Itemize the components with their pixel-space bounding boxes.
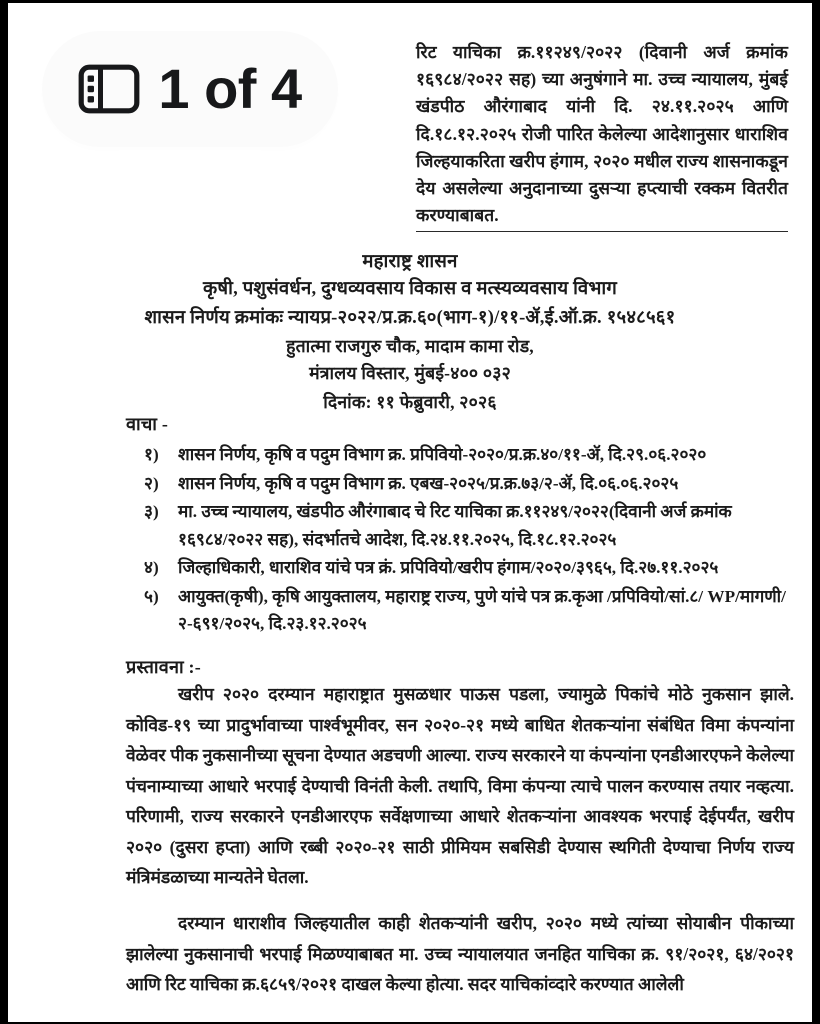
reference-item: [144, 470, 796, 498]
reference-text: मा. उच्च न्यायालय, खंडपीठ औरंगाबाद चे रिट याचिका क्र.११२४९/२०२२(दिवानी अर्ज क्रमांक १६९८४/२०२२ सह), संदर्भातचे आदेश, दि.२४.११.२०२५, दि.१८.१२.२०२५: [178, 502, 732, 549]
document-subject-text: रिट याचिका क्र.११२४९/२०२२ (दिवानी अर्ज क्रमांक १६९८४/२०२२ सह) च्या अनुषंगाने मा. उच्च न्यायालय, मुंबई खंडपीठ औरंगाबाद यांनी दि. २४.११.२०२५ आणि दि.१८.१२.२०२५ रोजी पारित केलेल्या आदेशानुसार धाराशिव जिल्हयाकरिता खरीप हंगाम, २०२० मधील राज्य शासनाकडून देय असलेल्या अनुदानाच्या दुसऱ्या हप्त्याची रक्कम वितरीत करण्याबाबत.: [416, 42, 788, 226]
government-resolution-document: [8, 3, 812, 1022]
reference-text: शासन निर्णय, कृषि व पदुम विभाग क्र. एबख-२०२५/प्र.क्र.७३/२-ॲ, दि.०६.०६.२०२५: [178, 473, 679, 493]
reference-item: [144, 554, 796, 582]
page-thumbnail-icon: [78, 64, 140, 114]
reference-number: ४): [144, 558, 159, 577]
subject-divider-rule: [416, 231, 788, 232]
reference-text: आयुक्त(कृषी), कृषि आयुक्तालय, महाराष्ट्र राज्य, पुणे यांचे पत्र क्र.कृआ /प्रपिवियो/सां.८/ WP/मागणी/२-६९१/२०२५, दि.२३.१२.२०२५: [178, 586, 786, 633]
preamble-heading: प्रस्तावना :-: [126, 657, 201, 677]
reference-item: [144, 583, 796, 638]
masthead-date-line: दिनांक: ११ फेब्रुवारी, २०२६: [323, 392, 497, 412]
page-counter-label: 1 of 4: [158, 57, 302, 120]
masthead-department: कृषी, पशुसंवर्धन, दुग्धव्यवसाय विकास व मत्स्यव्यवसाय विभाग: [202, 279, 618, 299]
document-masthead: [30, 249, 790, 417]
reference-number: १): [144, 445, 159, 464]
page-counter-badge[interactable]: [42, 31, 338, 147]
reference-number: २): [144, 473, 159, 493]
references-heading: वाचा -: [126, 414, 169, 434]
masthead-organisation: महाराष्ट्र शासन: [362, 252, 458, 272]
scan-edge-right: [812, 0, 820, 1024]
preamble-paragraph: खरीप २०२० दरम्यान महाराष्ट्रात मुसळधार पाऊस पडला, ज्यामुळे पिकांचे मोठे नुकसान झाले. कोविड-१९ च्या प्रादुर्भावाच्या पार्श्वभूमीवर, सन २०२०-२१ मध्ये बाधित शेतकऱ्यांना संबंधित विमा कंपन्यांना वेळेवर पीक नुकसानीच्या सूचना देण्यात अडचणी आल्या. राज्य सरकारने या कंपन्यांना एनडीआरएफने केलेल्या पंचनाम्याच्या आधारे भरपाई देण्याची विनंती केली. तथापि, विमा कंपन्या त्याचे पालन करण्यास तयार नव्हत्या. परिणामी, राज्य सरकारने एनडीआरएफ सर्वेक्षणाच्या आधारे शेतकऱ्यांना आवश्यक भरपाई देईपर्यंत, खरीप २०२० (दुसरा हप्ता) आणि रब्बी २०२०-२१ साठी प्रीमियम सबसिडी देण्यास स्थगिती देण्याचा निर्णय राज्य मंत्रिमंडळाच्या मान्यतेने घेतला.: [126, 684, 794, 887]
scanned-document-page: [8, 3, 812, 1022]
masthead-address-line-2: मंत्रालय विस्तार, मुंबई-४०० ०३२: [309, 363, 511, 383]
reference-text: शासन निर्णय, कृषि व पदुम विभाग क्र. प्रपिवियो-२०२०/प्र.क्र.४०/११-ॲ, दि.२९.०६.२०२०: [178, 445, 707, 464]
masthead-address-line-1: हुतात्मा राजगुरु चौक, मादाम कामा रोड,: [286, 336, 534, 356]
reference-text: जिल्हाधिकारी, धाराशिव यांचे पत्र क्रं. प्रपिवियो/खरीप हंगाम/२०२०/३९६५, दि.२७.११.२०२५: [178, 558, 719, 577]
references-list: [144, 441, 796, 639]
reference-item: [144, 498, 796, 553]
reference-number: ३): [144, 502, 159, 521]
preamble-paragraph: दरम्यान धाराशीव जिल्हयातील काही शेतकऱ्यांनी खरीप, २०२० मध्ये त्यांच्या सोयाबीन पीकाच्या झालेल्या नुकसानाची भरपाई मिळण्याबाबत मा. उच्च न्यायालयात जनहित याचिका क्र. ९१/२०२१, ६४/२०२१ आणि रिट याचिका क्र.६८५९/२०२१ दाखल केल्या होत्या. सदर याचिकांव्दारे करण्यात आलेली: [126, 913, 794, 994]
scan-edge-top: [0, 0, 820, 3]
reference-number: ५): [144, 586, 159, 606]
scan-edge-left: [0, 0, 8, 1024]
masthead-gr-number: शासन निर्णय क्रमांकः न्यायप्र-२०२२/प्र.क्र.६०(भाग-१)/११-ॲ,ई.ऑ.क्र. १५४८५६१: [144, 308, 676, 328]
reference-item: [144, 441, 796, 469]
